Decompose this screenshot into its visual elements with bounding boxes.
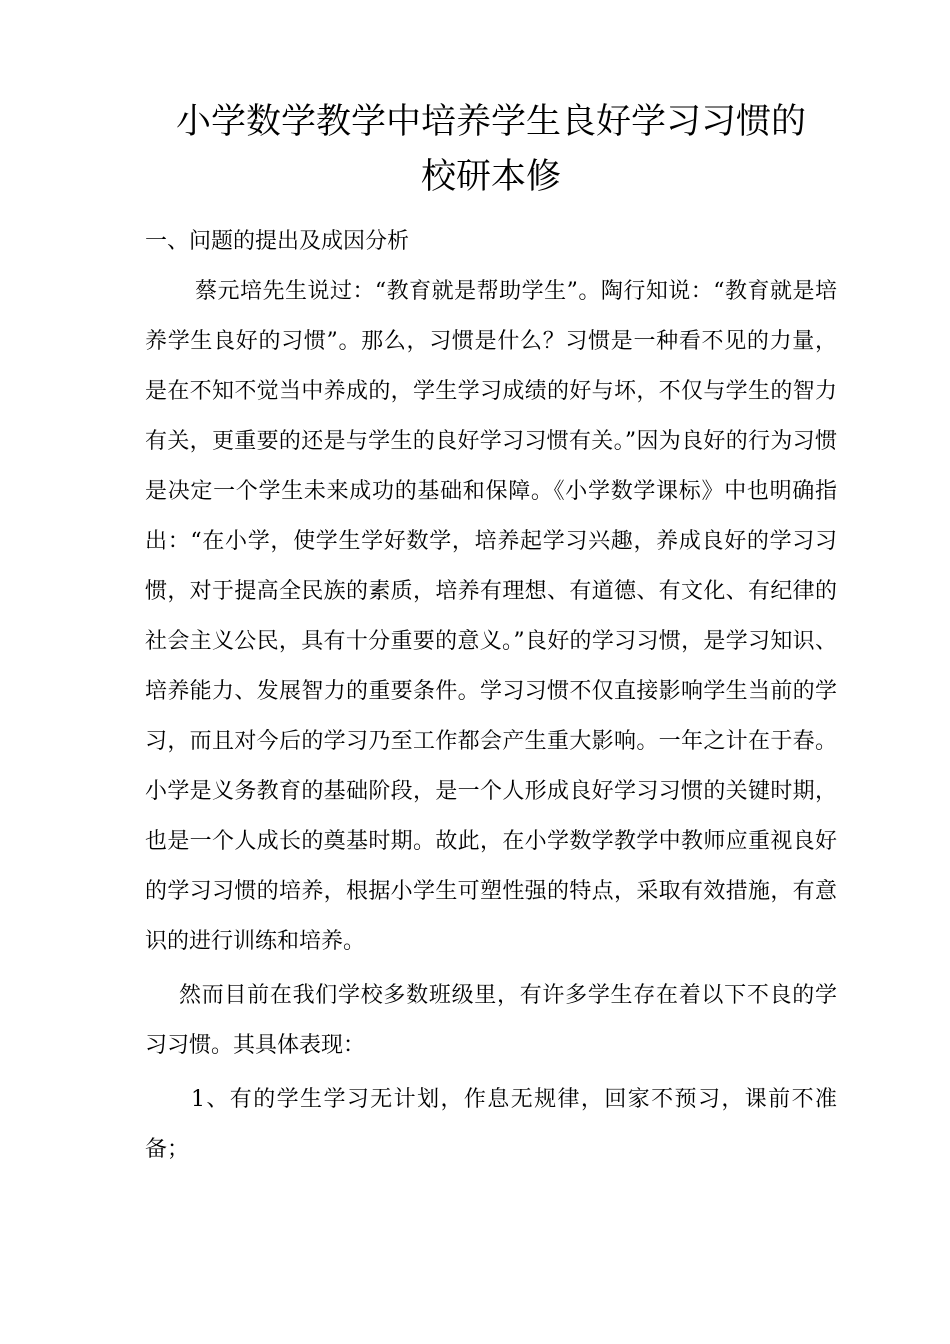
title-line-2: 校研本修 xyxy=(420,157,561,197)
body-paragraph-1: 蔡元培先生说过：“教育就是帮助学生”。陶行知说：“教育就是培养学生良好的习惯”。那么，习惯是什么？习惯是一种看不见的力量，是在不知不觉当中养成的，学生学习成绩的好与坏，不仅与学生的智力有关，更重要的还是与学生的良好学习习惯有关。”因为良好的行为习惯是决定一个学生未来成功的基础和保障。《小学数学课标》中也明确指出：“在小学，使学生学好数学，培养起学习兴趣，养成良好的学习习惯，对于提高全民族的素质，培养有理想、有道德、有文化、有纪律的社会主义公民，具有十分重要的意义。”良好的学习习惯，是学习知识、培养能力、发展智力的重要条件。学习习惯不仅直接影响学生当前的学习，而且对今后的学习乃至工作都会产生重大影响。一年之计在于春。小学是义务教育的基础阶段，是一个人形成良好学习习惯的关键时期，也是一个人成长的奠基时期。故此，在小学数学教学中教师应重视良好的学习习惯的培养，根据小学生可塑性强的特点，采取有效措施，有意识的进行训练和培养。 xyxy=(145,279,837,954)
body-paragraph-2: 然而目前在我们学校多数班级里，有许多学生存在着以下不良的学习习惯。其具体表现： xyxy=(145,983,837,1058)
title-line-1: 小学数学教学中培养学生良好学习习惯的 xyxy=(175,102,806,142)
document-title xyxy=(145,95,837,205)
document-page xyxy=(145,95,837,1175)
section-heading: 一、问题的提出及成因分析 xyxy=(145,229,410,254)
list-item-1: 1、有的学生学习无计划，作息无规律，回家不预习，课前不准备； xyxy=(145,1087,837,1162)
